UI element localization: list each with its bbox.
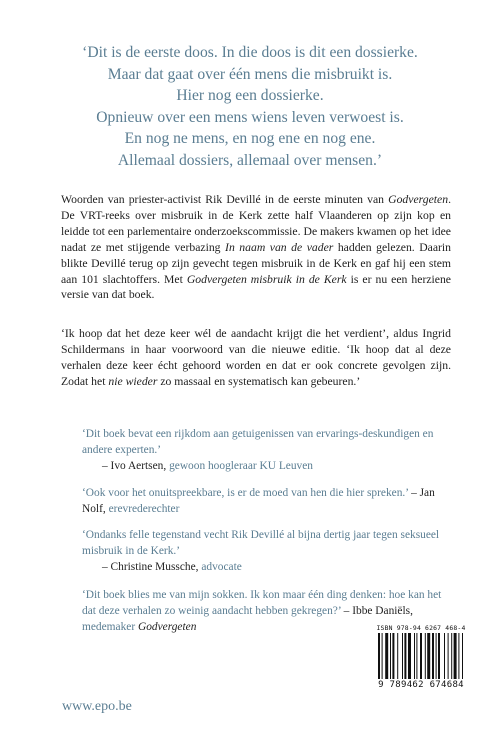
paragraph-text: ‘Ik hoop dat het deze keer wél de aandacht krijgt die het verdient’, aldus Ingrid Schildermans in haar voorwoord van die nieuwe editie. ‘Ik hoop dat al deze verhalen deze keer écht gehoord worden en dat er ook concrete gevolgen zijn. Zodat het	[61, 327, 451, 388]
blurb-paragraph-2	[61, 326, 451, 390]
barcode-bar	[438, 633, 440, 679]
paragraph-text: zo massaal en systematisch kan gebeuren.’	[157, 374, 361, 388]
endorsement-role: erevrederechter	[108, 502, 180, 515]
barcode-bar	[390, 633, 391, 679]
phrase-nie-wieder: nie wieder	[108, 374, 158, 388]
isbn-barcode	[372, 624, 470, 702]
barcode-bar	[402, 633, 403, 679]
paragraph-text: . De VRT-reeks over misbruik in de Kerk zette half Vlaanderen op zijn kop en leidde tot een parlementaire onderzoekscommissie. De makers kwamen op het idee nadat ze met stijgende verbazing	[61, 193, 451, 254]
pull-quote-line: Opnieuw over een mens wiens leven verwoest is.	[96, 108, 404, 126]
barcode-bar	[458, 633, 459, 679]
title-in-naam-van-de-vader: In naam van de vader	[225, 240, 334, 254]
barcode-bar	[454, 633, 457, 679]
endorsement-author: – Ivo Aertsen,	[102, 459, 167, 472]
barcode-bar	[382, 633, 383, 679]
endorsement-author: – Ibbe Daniëls,	[343, 604, 413, 617]
barcode-bar	[404, 633, 406, 679]
barcode-bar	[392, 633, 394, 679]
ean-digits: 9 789462 674684	[378, 680, 464, 690]
blurb-paragraph-1	[61, 192, 451, 303]
barcode-bar	[397, 633, 398, 679]
barcode-bar	[451, 633, 452, 679]
publisher-url: www.epo.be	[62, 699, 132, 714]
pull-quote-line: En nog ne mens, en nog ene en nog ene.	[124, 130, 376, 148]
endorsement-role: medemaker	[82, 620, 136, 633]
endorsement-author: – Christine Mussche,	[102, 560, 199, 573]
endorsement-author: – Jan Nolf,	[82, 487, 435, 515]
barcode-bar	[432, 633, 434, 679]
barcode-bar	[462, 633, 463, 679]
endorsement-text: ‘Ook voor het onuitspreekbare, is er de moed van hen die hier spreken.’	[82, 487, 409, 499]
pull-quote-line: Maar dat gaat over één mens die misbruikt is.	[107, 65, 393, 83]
endorsement-role: advocate	[201, 560, 242, 573]
endorsement	[82, 486, 454, 518]
endorsement	[82, 427, 454, 475]
endorsement-role-title: Godvergeten	[138, 620, 197, 633]
barcode-bar	[427, 633, 430, 679]
barcode-bar	[420, 633, 422, 679]
barcode-bar	[444, 633, 445, 679]
pull-quote	[40, 42, 460, 172]
barcode-bar	[416, 633, 417, 679]
endorsement	[82, 528, 454, 576]
endorsement-text: ‘Ondanks felle tegenstand vecht Rik Devillé al bijna dertig jaar tegen seksueel misbruik in de Kerk.’	[82, 529, 440, 557]
endorsement-text: ‘Dit boek bevat een rijkdom aan getuigenissen van ervarings-deskundigen en andere experten.’	[82, 428, 434, 456]
endorsement-role: gewoon hoogleraar KU Leuven	[169, 459, 313, 472]
barcode-bar	[378, 633, 380, 679]
barcode-bars	[374, 633, 468, 681]
endorsement-text: ‘Dit boek blies me van mijn sokken. Ik kon maar één ding denken: hoe kan het dat deze verhalen zo weinig aandacht hebben gekregen?’	[82, 589, 442, 617]
title-godvergeten: Godvergeten	[388, 193, 449, 206]
paragraph-text: hadden gelezen. Daarin blikte Devillé terug op zijn gevecht tegen misbruik in de Kerk en gaf hij een stem aan 101 slachtoffers. Met	[61, 240, 452, 286]
pull-quote-line: Hier nog een dossierke.	[176, 87, 324, 105]
paragraph-text: Woorden van priester-activist Rik Devillé in de eerste minuten van	[61, 193, 389, 206]
barcode-bar	[425, 633, 426, 679]
barcode-bar	[385, 633, 388, 679]
barcode-bar	[414, 633, 415, 679]
title-godvergeten-misbruik: Godvergeten misbruik in de Kerk	[186, 272, 347, 286]
pull-quote-line: ‘Dit is de eerste doos. In die doos is dit een dossierke.	[82, 44, 418, 61]
barcode-bar	[408, 633, 411, 679]
barcode-bar	[436, 633, 437, 679]
barcode-bar	[448, 633, 449, 679]
pull-quote-line: Allemaal dossiers, allemaal over mensen.’	[117, 151, 383, 169]
isbn-label: ISBN 978-94 6267 468-4	[376, 624, 466, 632]
paragraph-text: is er nu een herziene versie van dat boek.	[61, 272, 451, 302]
